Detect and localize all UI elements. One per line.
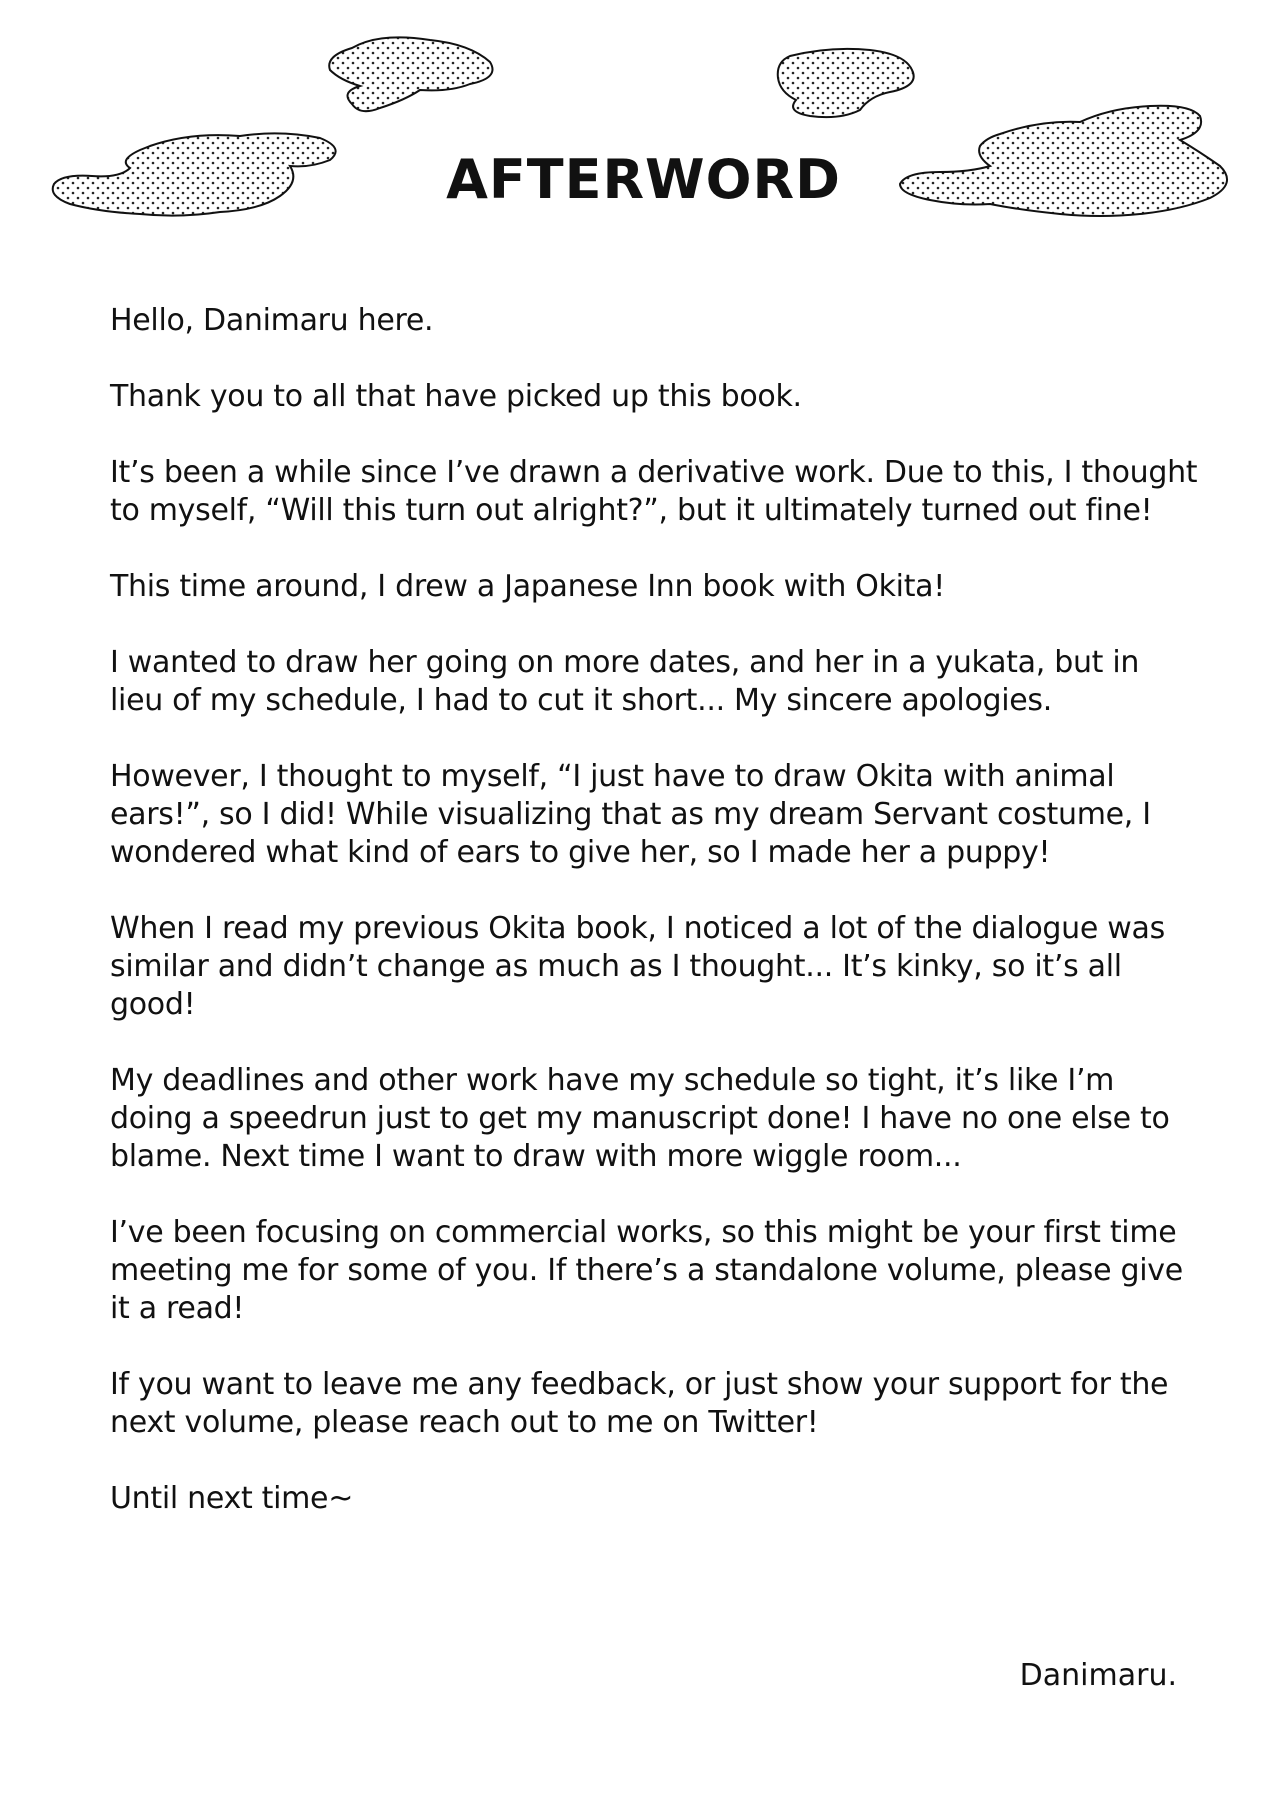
signature: Danimaru. (1019, 1658, 1177, 1693)
paragraph: Hello, Danimaru here. (110, 303, 434, 338)
cloud-icon (329, 37, 492, 111)
paragraph: My deadlines and other work have my schedule so tight, it’s like I’m doing a speedrun just to get my manuscript done! I have no one else to blame. Next time I want to draw with more wiggle room... (110, 1063, 1170, 1174)
paragraph: I’ve been focusing on commercial works, so this might be your first time meeting me for some of you. If there’s a standalone volume, please give it a read! (110, 1215, 1183, 1326)
paragraph: When I read my previous Okita book, I noticed a lot of the dialogue was similar and didn’t change as much as I thought... It’s kinky, so it’s all good! (110, 911, 1165, 1022)
cloud-decoration (0, 0, 1287, 260)
paragraph: Thank you to all that have picked up this book. (110, 379, 802, 414)
paragraph: This time around, I drew a Japanese Inn book with Okita! (110, 569, 945, 604)
cloud-icon (778, 49, 914, 117)
page-title: AFTERWORD (446, 148, 841, 211)
afterword-body (110, 302, 1200, 1556)
paragraph: However, I thought to myself, “I just have to draw Okita with animal ears!”, so I did! While visualizing that as my dream Servant costume, I wondered what kind of ears to give her, so I made her a puppy! (110, 759, 1151, 870)
paragraph: If you want to leave me any feedback, or just show your support for the next volume, please reach out to me on Twitter! (110, 1367, 1169, 1440)
paragraph: I wanted to draw her going on more dates, and her in a yukata, but in lieu of my schedule, I had to cut it short... My sincere apologies. (110, 645, 1140, 718)
paragraph: It’s been a while since I’ve drawn a derivative work. Due to this, I thought to myself, “Will this turn out alright?”, but it ultimately turned out fine! (110, 455, 1198, 528)
paragraph: Until next time~ (110, 1481, 354, 1516)
